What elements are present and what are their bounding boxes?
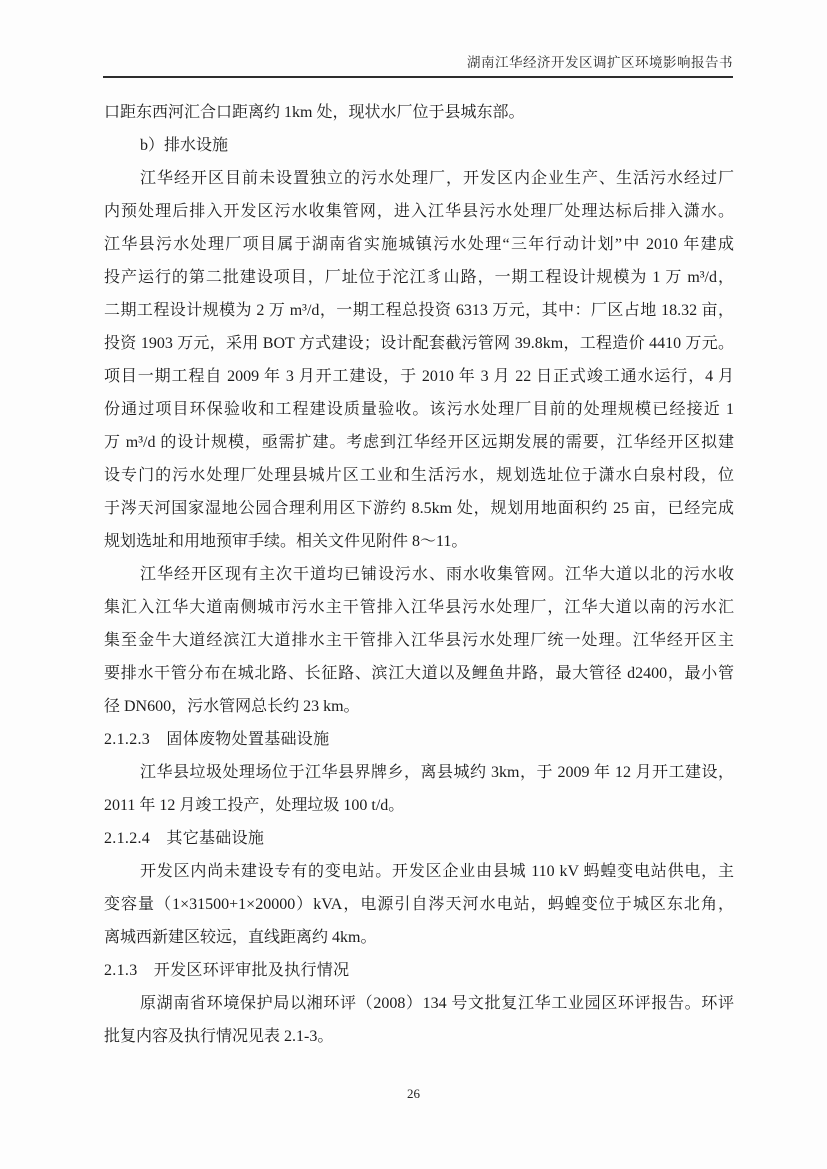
text-line: 江华县污水处理厂项目属于湖南省实施城镇污水处理“三年行动计划”中 2010 年建成 xyxy=(104,236,734,253)
text-line: 设专门的污水处理厂处理县城片区工业和生活污水，规划选址位于潇水白泉村段，位 xyxy=(104,467,734,484)
text-line: 江华经开区目前未设置独立的污水处理厂，开发区内企业生产、生活污水经过厂 xyxy=(140,170,734,187)
text-line: 变容量（1×31500+1×20000）kVA，电源引自涔天河水电站，蚂蝗变位于城区东北角， xyxy=(104,896,734,913)
text-line: 原湖南省环境保护局以湘环评（2008）134 号文批复江华工业园区环评报告。环评 xyxy=(140,995,734,1012)
text-line: 离城西新建区较远，直线距离约 4km。 xyxy=(104,929,377,946)
section-heading: 2.1.2.3 固体废物处置基础设施 xyxy=(104,731,330,748)
text-line: 投资 1903 万元，采用 BOT 方式建设；设计配套截污管网 39.8km，工程造价 4410 万元。 xyxy=(104,335,734,352)
text-line: 批复内容及执行情况见表 2.1-3。 xyxy=(104,1028,334,1045)
text-line: 份通过项目环保验收和工程建设质量验收。该污水处理厂目前的处理规模已经接近 1 xyxy=(104,401,734,418)
sub-heading: b）排水设施 xyxy=(140,137,229,154)
text-line: 2011 年 12 月竣工投产，处理垃圾 100 t/d。 xyxy=(104,797,405,814)
text-line: 集至金牛大道经滨江大道排水主干管排入江华县污水处理厂统一处理。江华经开区主 xyxy=(104,632,734,649)
text-line: 口距东西河汇合口距离约 1km 处，现状水厂位于县城东部。 xyxy=(104,104,525,121)
section-heading: 2.1.3 开发区环评审批及执行情况 xyxy=(104,962,350,979)
header-rule xyxy=(103,76,733,78)
text-line: 径 DN600，污水管网总长约 23 km。 xyxy=(104,698,360,715)
section-heading: 2.1.2.4 其它基础设施 xyxy=(104,830,265,847)
page-number: 26 xyxy=(407,1086,420,1101)
document-body xyxy=(104,96,734,1053)
text-line: 规划选址和用地预审手续。相关文件见附件 8～11。 xyxy=(104,533,468,550)
text-line: 集汇入江华大道南侧城市污水主干管排入江华县污水处理厂，江华大道以南的污水汇 xyxy=(104,599,734,616)
text-line: 二期工程设计规模为 2 万 m³/d，一期工程总投资 6313 万元，其中：厂区占地 18.32 亩， xyxy=(104,302,734,319)
text-line: 江华县垃圾处理场位于江华县界牌乡，离县城约 3km，于 2009 年 12 月开工建设， xyxy=(140,764,734,781)
running-header: 湖南江华经济开发区调扩区环境影响报告书 xyxy=(467,55,733,70)
text-line: 内预处理后排入开发区污水收集管网，进入江华县污水处理厂处理达标后排入潇水。 xyxy=(104,203,734,220)
text-line: 江华经开区现有主次干道均已铺设污水、雨水收集管网。江华大道以北的污水收 xyxy=(140,566,734,583)
text-line: 开发区内尚未建设专有的变电站。开发区企业由县城 110 kV 蚂蝗变电站供电，主 xyxy=(140,863,734,880)
text-line: 于涔天河国家湿地公园合理利用区下游约 8.5km 处，规划用地面积约 25 亩，已经完成 xyxy=(104,500,734,517)
text-line: 项目一期工程自 2009 年 3 月开工建设，于 2010 年 3 月 22 日正式竣工通水运行，4 月 xyxy=(104,368,734,385)
text-line: 万 m³/d 的设计规模，亟需扩建。考虑到江华经开区远期发展的需要，江华经开区拟建 xyxy=(104,434,734,451)
text-line: 要排水干管分布在城北路、长征路、滨江大道以及鲤鱼井路，最大管径 d2400，最小管 xyxy=(104,665,734,682)
text-line: 投产运行的第二批建设项目，厂址位于沱江豸山路，一期工程设计规模为 1 万 m³/d， xyxy=(104,269,734,286)
